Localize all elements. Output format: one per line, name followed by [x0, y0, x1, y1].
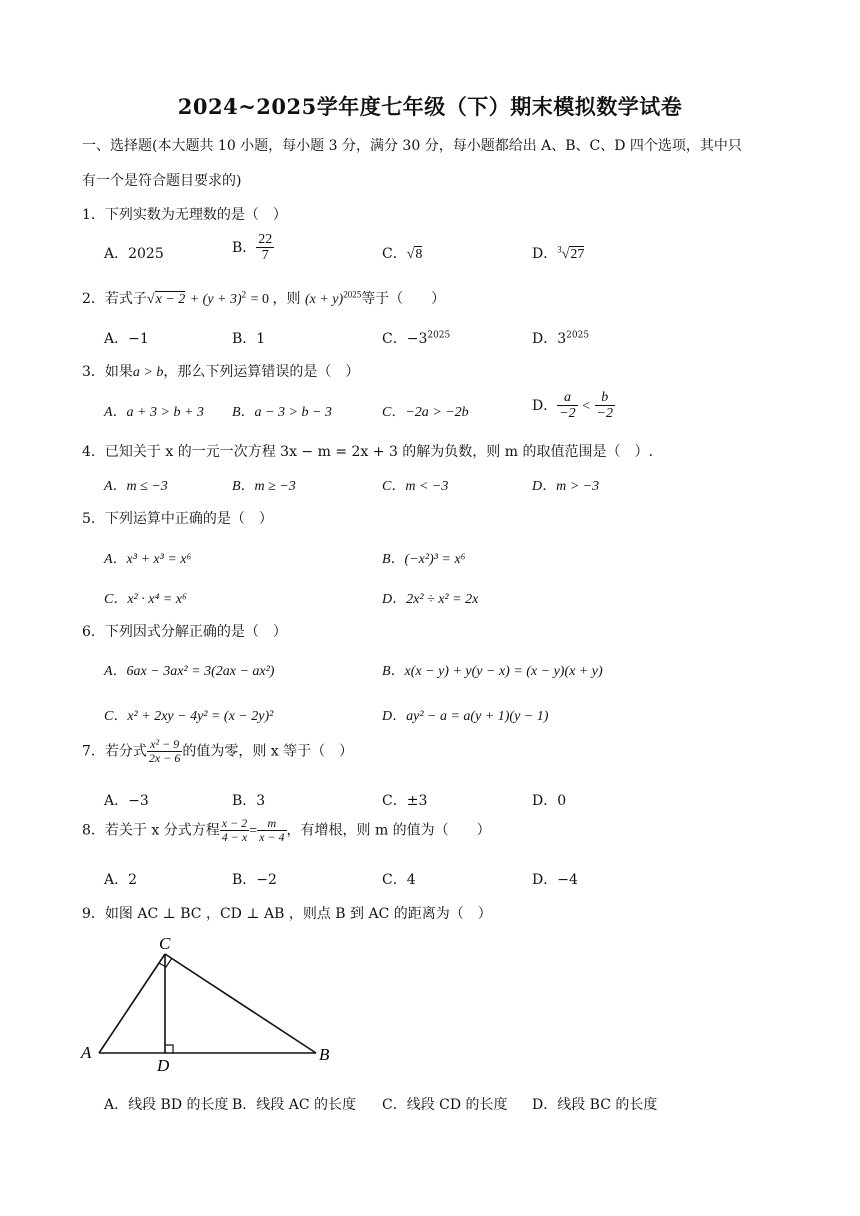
q1-option-b: B． $\frac{22}{7}$ — [232, 232, 273, 264]
q6-option-d: D．ay² − a = a(y + 1)(y − 1) — [382, 709, 549, 724]
segment-bc — [165, 954, 316, 1053]
q9-option-d: D．线段 BC 的长度 — [532, 1097, 658, 1113]
q6-option-c: C．x² + 2xy − 4y² = (x − 2y)² — [104, 709, 274, 724]
section-intro-line1: 一、选择题(本大题共 10 小题，每小题 3 分，满分 30 分，每小题都给出 A、B、C、D 四个选项，其中只 — [82, 138, 742, 154]
question-number: 1． — [82, 207, 105, 223]
label-c: C — [159, 934, 171, 953]
q1-option-c: C．√8 — [382, 246, 423, 262]
q9-option-a: A．线段 BD 的长度 — [104, 1097, 229, 1113]
q1-option-a: A．2025 — [104, 246, 164, 262]
q3-option-b: B．a − 3 > b − 3 — [232, 405, 332, 420]
q5-option-b: B．(−x²)³ = x⁶ — [382, 552, 466, 567]
label-a: A — [81, 1043, 92, 1062]
radicand: 8 — [415, 247, 423, 262]
label-b: B — [319, 1045, 330, 1064]
q5-option-a: A．x³ + x³ = x⁶ — [104, 552, 192, 567]
q3-option-a: A．a + 3 > b + 3 — [104, 405, 204, 420]
right-angle-mark-d — [165, 1045, 173, 1053]
triangle-figure — [75, 930, 345, 1080]
q3-option-c: C．−2a > −2b — [382, 405, 469, 420]
q5-option-d: D．2x² ÷ x² = 2x — [382, 592, 479, 607]
question-8-stem: 8．若关于 x 分式方程 $\frac{x - 2}{4 - x}$ = $\frac{m}{x - 4}$ ，有增根，则 m 的值为（ ） — [82, 816, 491, 845]
question-1-stem — [82, 204, 287, 224]
q6-option-b: B．x(x − y) + y(y − x) = (x − y)(x + y) — [382, 664, 603, 679]
q6-option-a: A．6ax − 3ax² = 3(2ax − ax²) — [104, 664, 275, 679]
question-text: 下列实数为无理数的是（ ） — [104, 207, 287, 223]
radicand: x − 2 — [155, 292, 186, 307]
question-2-stem: 2．若式子$√x - 2 + (y + 3)^2 = 0$ ，则 $(x + y)^{2025}$等于（ ） — [82, 289, 446, 307]
q3-option-d: D． $\frac{a}{-2}$ < $\frac{b}{-2}$ — [532, 390, 613, 422]
q8-option-c: C．4 — [382, 872, 416, 888]
question-5-stem: 5．下列运算中正确的是（ ） — [82, 511, 273, 527]
question-9-stem: 9．如图 AC ⊥ BC ，CD ⊥ AB ，则点 B 到 AC 的距离为（ ） — [82, 906, 492, 922]
q7-option-d: D．0 — [532, 793, 567, 809]
q9-option-b: B．线段 AC 的长度 — [232, 1097, 357, 1113]
q4-option-c: C．m < −3 — [382, 479, 449, 494]
q8-option-a: A．2 — [104, 872, 138, 888]
radicand: 27 — [570, 247, 585, 262]
q8-option-d: D．−4 — [532, 872, 578, 888]
q4-option-a: A．m ≤ −3 — [104, 479, 168, 494]
question-4-stem: 4．已知关于 x 的一元一次方程 3x − m = 2x + 3 的解为负数，则 m 的取值范围是（ ）. — [82, 444, 653, 460]
q7-option-b: B．3 — [232, 793, 266, 809]
question-3-stem: 3．如果a > b，那么下列运算错误的是（ ） — [82, 364, 360, 380]
q7-option-a: A．−3 — [104, 793, 149, 809]
q2-option-a: A．−1 — [104, 331, 149, 347]
section-intro-line2: 有一个是符合题目要求的) — [82, 173, 242, 189]
question-6-stem: 6．下列因式分解正确的是（ ） — [82, 624, 287, 640]
q1-option-d: D．$^3$√27 — [532, 244, 585, 262]
fraction: $\frac{22}{7}$ — [258, 232, 273, 264]
q9-option-c: C．线段 CD 的长度 — [382, 1097, 508, 1113]
q2-option-d: D．$3^{2025}$ — [532, 330, 590, 347]
exam-title: 2024~2025学年度七年级（下）期末模拟数学试卷 — [177, 94, 683, 119]
question-7-stem: 7．若分式 $\frac{\text{x² − 9}}{2x - 6}$ 的值为零，则 x 等于（ ） — [82, 737, 354, 766]
label-d: D — [157, 1056, 170, 1075]
segment-ac — [99, 954, 165, 1053]
q4-option-b: B．m ≥ −3 — [232, 479, 296, 494]
q8-option-b: B．−2 — [232, 872, 277, 888]
q2-option-c: C．$-3^{2025}$ — [382, 330, 451, 347]
q7-option-c: C．±3 — [382, 793, 428, 809]
q4-option-d: D．m > −3 — [532, 479, 600, 494]
root-index: 3 — [557, 244, 562, 255]
q2-option-b: B．1 — [232, 331, 266, 347]
q5-option-c: C．x² · x⁴ = x⁶ — [104, 592, 187, 607]
